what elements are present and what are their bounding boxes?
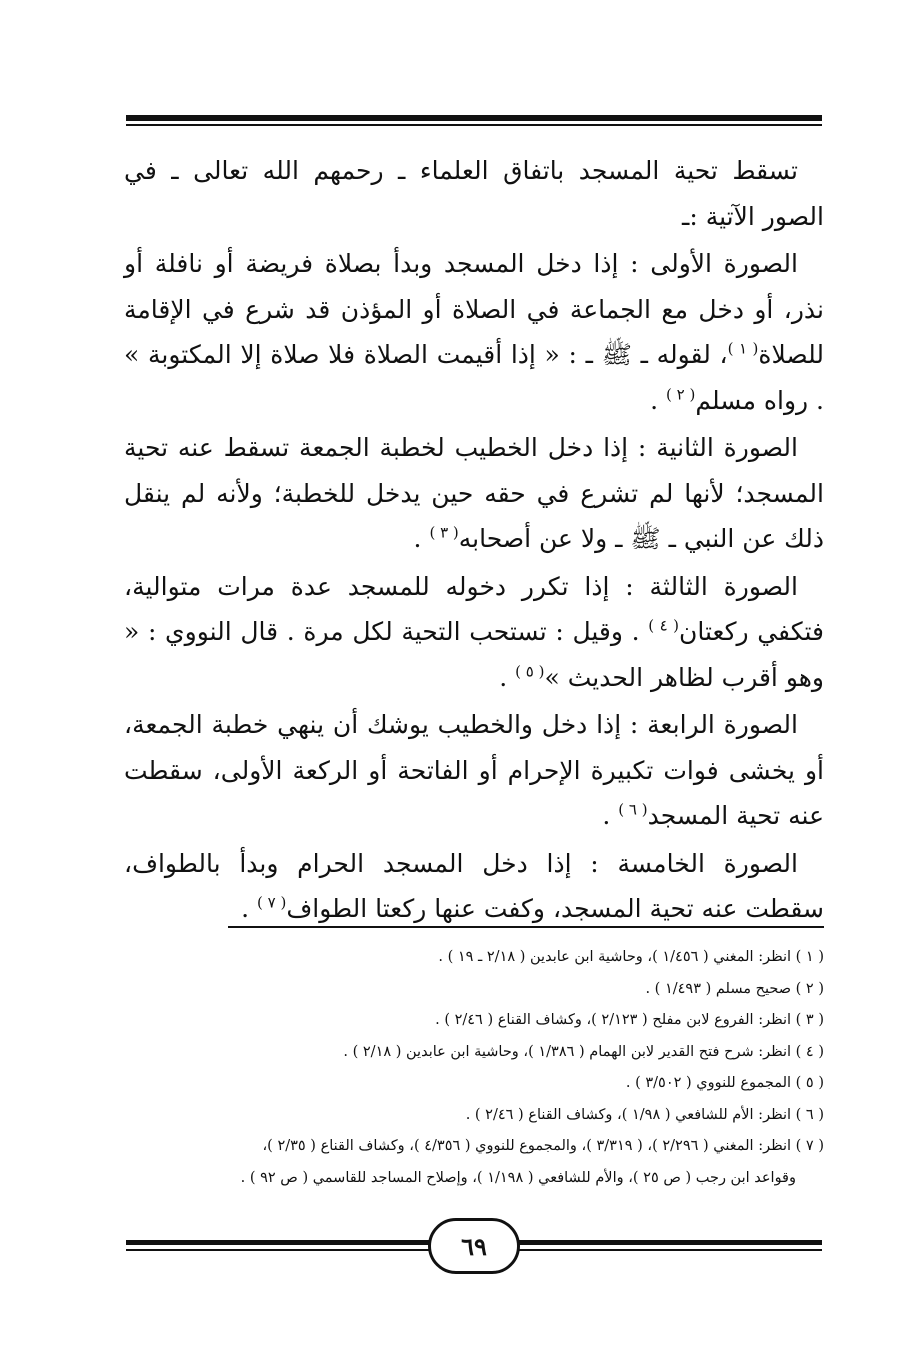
footnote-1: ( ١ ) انظر: المغني ( ١/٤٥٦ )، وحاشية ابن عابدين ( ٢/١٨ ـ ١٩ ) . bbox=[438, 949, 824, 965]
case-three-text-b: . وقيل : تستحب التحية لكل مرة . قال النووي : « وهو أقرب لظاهر الحديث » bbox=[124, 617, 824, 692]
case-five-period: . bbox=[241, 894, 250, 923]
footnote-7-continued: وقواعد ابن رجب ( ص ٢٥ )، والأم للشافعي ( ١/١٩٨ )، وإصلاح المساجد للقاسمي ( ص ٩٢ ) . bbox=[240, 1169, 796, 1186]
footnote-ref-1[interactable]: ( ١ ) bbox=[727, 339, 759, 358]
footnote-ref-7[interactable]: ( ٧ ) bbox=[257, 893, 287, 912]
footnote-6: ( ٦ ) انظر: الأم للشافعي ( ١/٩٨ )، وكشاف القناع ( ٢/٤٦ ) . bbox=[465, 1106, 824, 1123]
intro-paragraph: تسقط تحية المسجد باتفاق العلماء ـ رحمهم الله تعالى ـ في الصور الآتية :ـ bbox=[124, 156, 824, 231]
footnote-2: ( ٢ ) صحيح مسلم ( ١/٤٩٣ ) . bbox=[645, 980, 824, 997]
case-five-text: الصورة الخامسة : إذا دخل المسجد الحرام وبدأ بالطواف، سقطت عنه تحية المسجد، وكفت عنها ركعتا الطواف bbox=[124, 848, 824, 923]
header-rule-thick bbox=[126, 115, 822, 121]
case-three-paragraph bbox=[124, 564, 824, 701]
header-rule-thin bbox=[126, 124, 822, 126]
page-number: ٦٩ bbox=[428, 1218, 520, 1274]
footnote-separator bbox=[228, 926, 824, 928]
footnote-3: ( ٣ ) انظر: الفروع لابن مفلح ( ٢/١٢٣ )، وكشاف القناع ( ٢/٤٦ ) . bbox=[435, 1012, 824, 1028]
footnotes bbox=[124, 942, 824, 1194]
case-five-paragraph bbox=[124, 841, 824, 932]
footnote-5: ( ٥ ) المجموع للنووي ( ٣/٥٠٢ ) . bbox=[625, 1075, 824, 1091]
case-one-paragraph bbox=[124, 241, 824, 423]
case-four-paragraph bbox=[124, 702, 824, 839]
footnote-ref-5[interactable]: ( ٥ ) bbox=[515, 662, 545, 681]
footnote-ref-2[interactable]: ( ٢ ) bbox=[666, 385, 696, 404]
case-one-text-b: ، لقوله ـ ﷺ ـ : « إذا أقيمت الصلاة فلا صلاة إلا المكتوبة » . رواه مسلم bbox=[124, 340, 824, 415]
case-one-text-a: الصورة الأولى : إذا دخل المسجد وبدأ بصلاة فريضة أو نافلة أو نذر، أو دخل مع الجماعة في الصلاة أو المؤذن قد شرع في الإقامة للصلاة bbox=[124, 249, 824, 369]
footnote-7: ( ٧ ) انظر: المغني ( ٢/٢٩٦ )، ( ٣/٣١٩ )، والمجموع للنووي ( ٤/٣٥٦ )، وكشاف القناع ( ٢/٣٥ )، bbox=[262, 1138, 824, 1154]
footnote-4: ( ٤ ) انظر: شرح فتح القدير لابن الهمام ( ١/٣٨٦ )، وحاشية ابن عابدين ( ٢/١٨ ) . bbox=[343, 1043, 824, 1060]
footnote-ref-6[interactable]: ( ٦ ) bbox=[618, 800, 648, 819]
case-three-period: . bbox=[499, 662, 508, 692]
footnote-ref-3[interactable]: ( ٣ ) bbox=[429, 523, 459, 542]
main-text bbox=[124, 148, 824, 934]
footnote-ref-4[interactable]: ( ٤ ) bbox=[648, 616, 679, 635]
case-three-text-a: الصورة الثالثة : إذا تكرر دخوله للمسجد عدة مرات متوالية، فتكفي ركعتان bbox=[124, 571, 824, 646]
case-two-period: . bbox=[413, 524, 422, 553]
case-one-period: . bbox=[650, 385, 659, 415]
case-two-text: الصورة الثانية : إذا دخل الخطيب لخطبة الجمعة تسقط عنه تحية المسجد؛ لأنها لم تشرع في حقه حين يدخل للخطبة؛ ولأنه لم ينقل ذلك عن النبي ـ ﷺ ـ ولا عن أصحابه bbox=[124, 433, 824, 553]
case-four-text: الصورة الرابعة : إذا دخل والخطيب يوشك أن ينهي خطبة الجمعة، أو يخشى فوات تكبيرة الإحرام أو الفاتحة أو الركعة الأولى، سقطت عنه تحية المسجد bbox=[124, 710, 824, 830]
case-two-paragraph bbox=[124, 425, 824, 562]
case-four-period: . bbox=[602, 801, 611, 830]
